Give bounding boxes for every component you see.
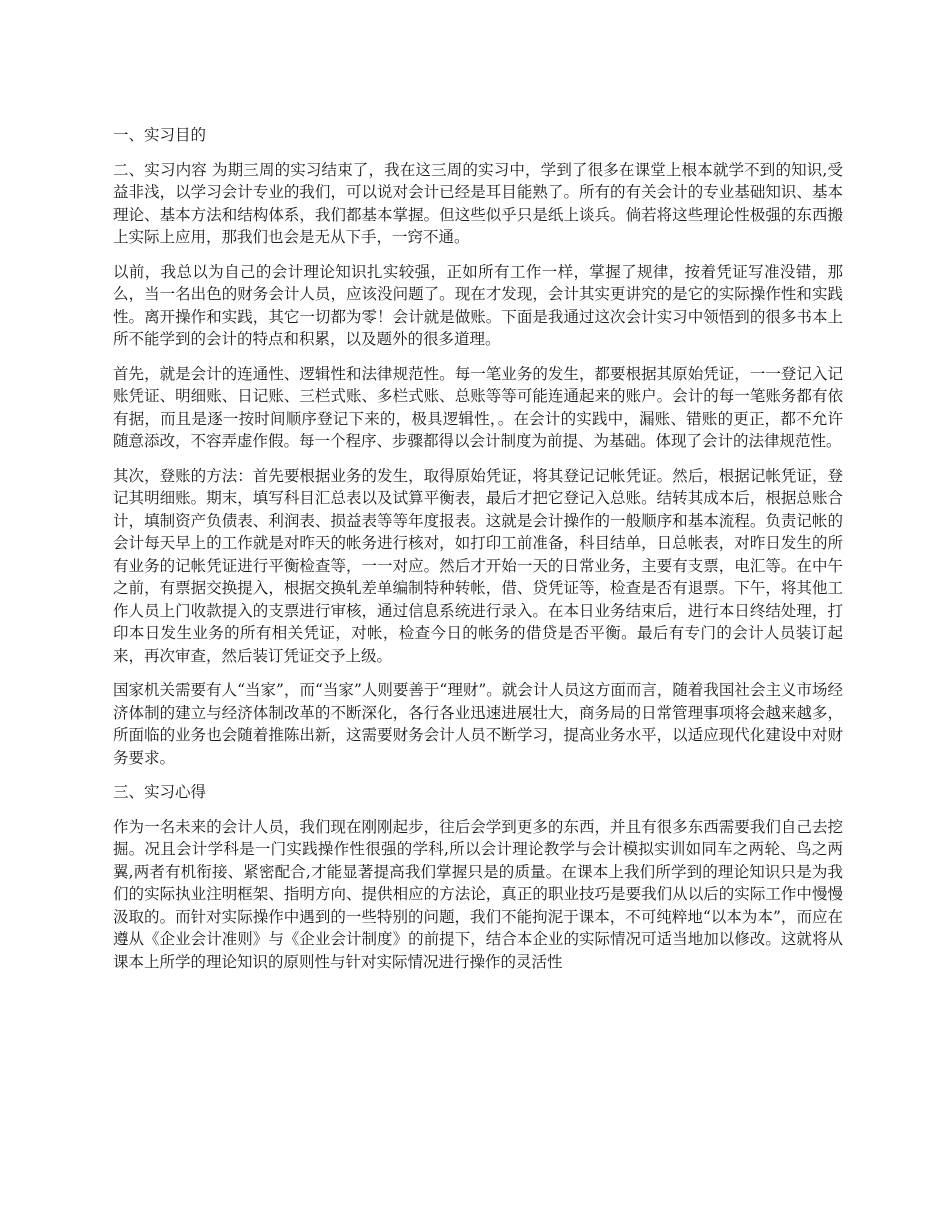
paragraph-connectivity: 首先，就是会计的连通性、逻辑性和法律规范性。每一笔业务的发生，都要根据其原始凭证，一一登记入记账凭证、明细账、日记账、三栏式账、多栏式账、总账等等可能连通起来的账户。会计的每一笔账务都有依有据，而且是逐一按时间顺序登记下来的，极具逻辑性，。在会计的实践中，漏账、错账的更正，都不允许随意添改，不容弄虚作假。每一个程序、步骤都得以会计制度为前提、为基础。体现了会计的法律规范性。	[113, 364, 843, 450]
paragraph-bookkeeping-method: 其次，登账的方法：首先要根据业务的发生，取得原始凭证，将其登记记帐凭证。然后，根据记帐凭证，登记其明细账。期末，填写科目汇总表以及试算平衡表，最后才把它登记入总账。结转其成本后，根据总账合计，填制资产负债表、利润表、损益表等等年度报表。这就是会计操作的一般顺序和基本流程。负责记帐的会计每天早上的工作就是对昨天的帐务进行核对，如打印工前准备，科目结单，日总帐表，对昨日发生的所有业务的记帐凭证进行平衡检查等，一一对应。然后才开始一天的日常业务，主要有支票，电汇等。在中午之前，有票据交换提入，根据交换轧差单编制特种转帐，借、贷凭证等，检查是否有退票。下午，将其他工作人员上门收款提入的支票进行审核，通过信息系统进行录入。在本日业务结束后，进行本日终结处理，打印本日发生业务的所有相关凭证，对帐，检查今日的帐务的借贷是否平衡。最后有专门的会计人员装订起来，再次审查，然后装订凭证交予上级。	[113, 466, 843, 665]
section-heading-purpose: 一、实习目的	[113, 126, 207, 144]
document-body	[113, 124, 843, 985]
paragraph-future-accountant: 作为一名未来的会计人员，我们现在刚刚起步，往后会学到更多的东西，并且有很多东西需要我们自己去挖掘。况且会计学科是一门实践操作性很强的学科,所以会计理论教学与会计模拟实训如同车之两轮、鸟之两翼,两者有机衔接、紧密配合,才能显著提高我们掌握只是的质量。在课本上我们所学到的理论知识只是为我们的实际执业注明框架、指明方向、提供相应的方法论，真正的职业技巧是要我们从以后的实际工作中慢慢汲取的。而针对实际操作中遇到的一些特别的问题，我们不能拘泥于课本，不可纯粹地“以本为本”，而应在遵从《企业会计准则》与《企业会计制度》的前提下，结合本企业的实际情况可适当地加以修改。这就将从课本上所学的理论知识的原则性与针对实际情况进行操作的灵活性	[113, 817, 843, 971]
section-heading-reflection: 三、实习心得	[113, 783, 207, 801]
paragraph-previous-view: 以前，我总以为自己的会计理论知识扎实较强，正如所有工作一样，掌握了规律，按着凭证写准没错，那么，当一名出色的财务会计人员，应该没问题了。现在才发现，会计其实更讲究的是它的实际操作性和实践性。离开操作和实践，其它一切都为零！会计就是做账。下面是我通过这次会计实习中领悟到的很多书本上所不能学到的会计的特点和积累，以及题外的很多道理。	[113, 262, 843, 348]
paragraph-national-agency: 国家机关需要有人“当家”，而“当家”人则要善于“理财”。就会计人员这方面而言，随着我国社会主义市场经济体制的建立与经济体制改革的不断深化，各行各业迅速进展壮大，商务局的日常管理事项将会越来越多，所面临的业务也会随着推陈出新，这需要财务会计人员不断学习，提高业务水平，以适应现代化建设中对财务要求。	[113, 681, 843, 767]
paragraph-content-intro: 二、实习内容 为期三周的实习结束了，我在这三周的实习中，学到了很多在课堂上根本就学不到的知识,受益非浅，以学习会计专业的我们，可以说对会计已经是耳目能熟了。所有的有关会计的专业基础知识、基本理论、基本方法和结构体系，我们都基本掌握。但这些似乎只是纸上谈兵。倘若将这些理论性极强的东西搬上实际上应用，那我们也会是无从下手，一窍不通。	[113, 160, 843, 246]
